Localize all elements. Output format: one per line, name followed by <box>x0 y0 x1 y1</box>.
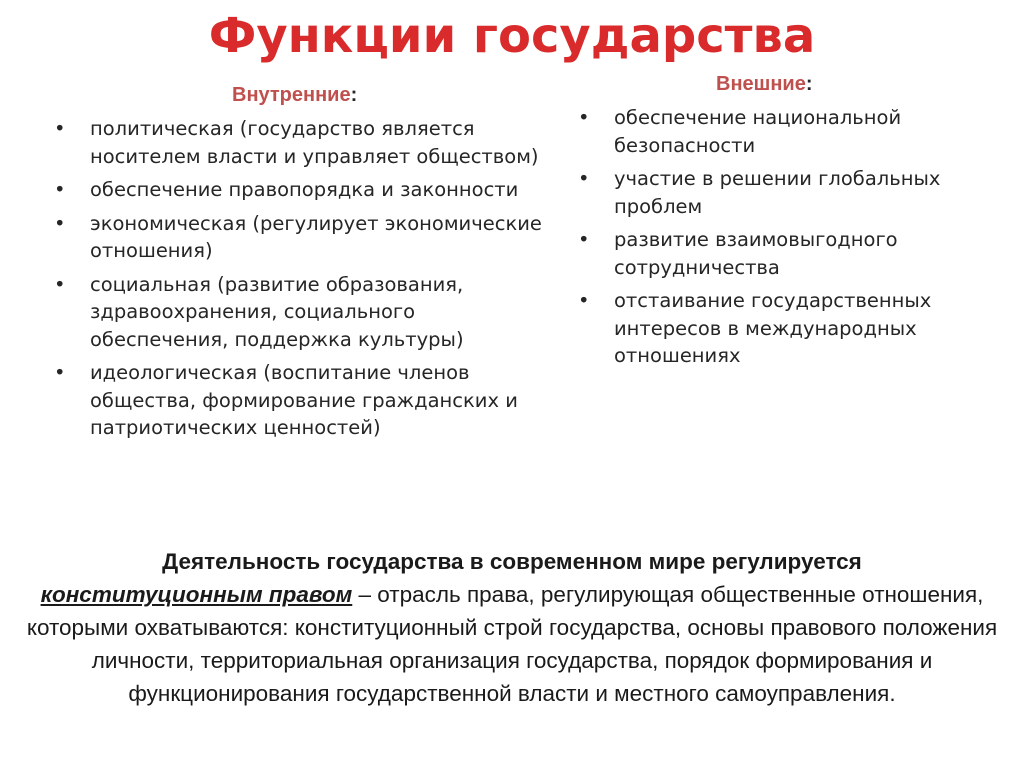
external-functions-list <box>578 104 1008 376</box>
list-item-text: обеспечение правопорядка и законности <box>90 178 519 201</box>
list-item <box>54 359 544 442</box>
list-item-text: социальная (развитие образования, здравоохранения, социального обеспечения, поддержка культуры) <box>90 272 464 351</box>
list-item <box>578 226 1008 281</box>
paragraph-body: – отрасль права, регулирующая общественные отношения, которыми охватываются: конституционный строй государства, основы правового положения личности, территориальная организация государства, порядок формирования и функционирования государственной власти и местного самоуправления. <box>26 582 998 706</box>
internal-heading-label: Внутренние <box>232 84 351 106</box>
external-heading-colon: : <box>805 73 813 95</box>
list-item-text: политическая (государство является носителем власти и управляет обществом) <box>90 117 539 168</box>
bullet-icon: • <box>54 117 66 140</box>
list-item <box>578 165 1008 220</box>
external-functions-heading <box>716 73 813 96</box>
list-item-text: участие в решении глобальных проблем <box>614 167 941 218</box>
bullet-icon: • <box>54 211 66 235</box>
list-item-text: экономическая (регулирует экономические отношения) <box>90 211 542 262</box>
list-item <box>54 115 544 170</box>
list-item <box>578 287 1008 370</box>
list-item-text: идеологическая (воспитание членов общества, формирование гражданских и патриотических ценностей) <box>90 361 518 439</box>
internal-functions-list <box>54 115 544 448</box>
internal-heading-colon: : <box>350 84 358 106</box>
external-heading-label: Внешние <box>716 73 806 95</box>
page-title: Функции государства <box>208 8 816 64</box>
constitutional-law-paragraph <box>0 545 1024 710</box>
bullet-icon: • <box>54 178 66 201</box>
list-item <box>54 271 544 354</box>
list-item <box>54 176 544 204</box>
list-item-text: отстаивание государственных интересов в международных отношениях <box>614 289 932 367</box>
bullet-icon: • <box>578 289 590 312</box>
internal-functions-heading <box>232 84 357 107</box>
bullet-icon: • <box>578 228 590 251</box>
list-item <box>578 104 1008 159</box>
bullet-icon: • <box>54 272 66 296</box>
paragraph-lead: Деятельность государства в современном мире регулируется <box>162 549 862 574</box>
bullet-icon: • <box>578 106 590 129</box>
bullet-icon: • <box>578 167 590 190</box>
bullet-icon: • <box>54 361 66 384</box>
list-item-text: обеспечение национальной безопасности <box>614 106 902 157</box>
list-item <box>54 210 544 265</box>
list-item-text: развитие взаимовыгодного сотрудничества <box>614 228 898 279</box>
constitutional-law-term: конституционным правом <box>40 582 353 607</box>
